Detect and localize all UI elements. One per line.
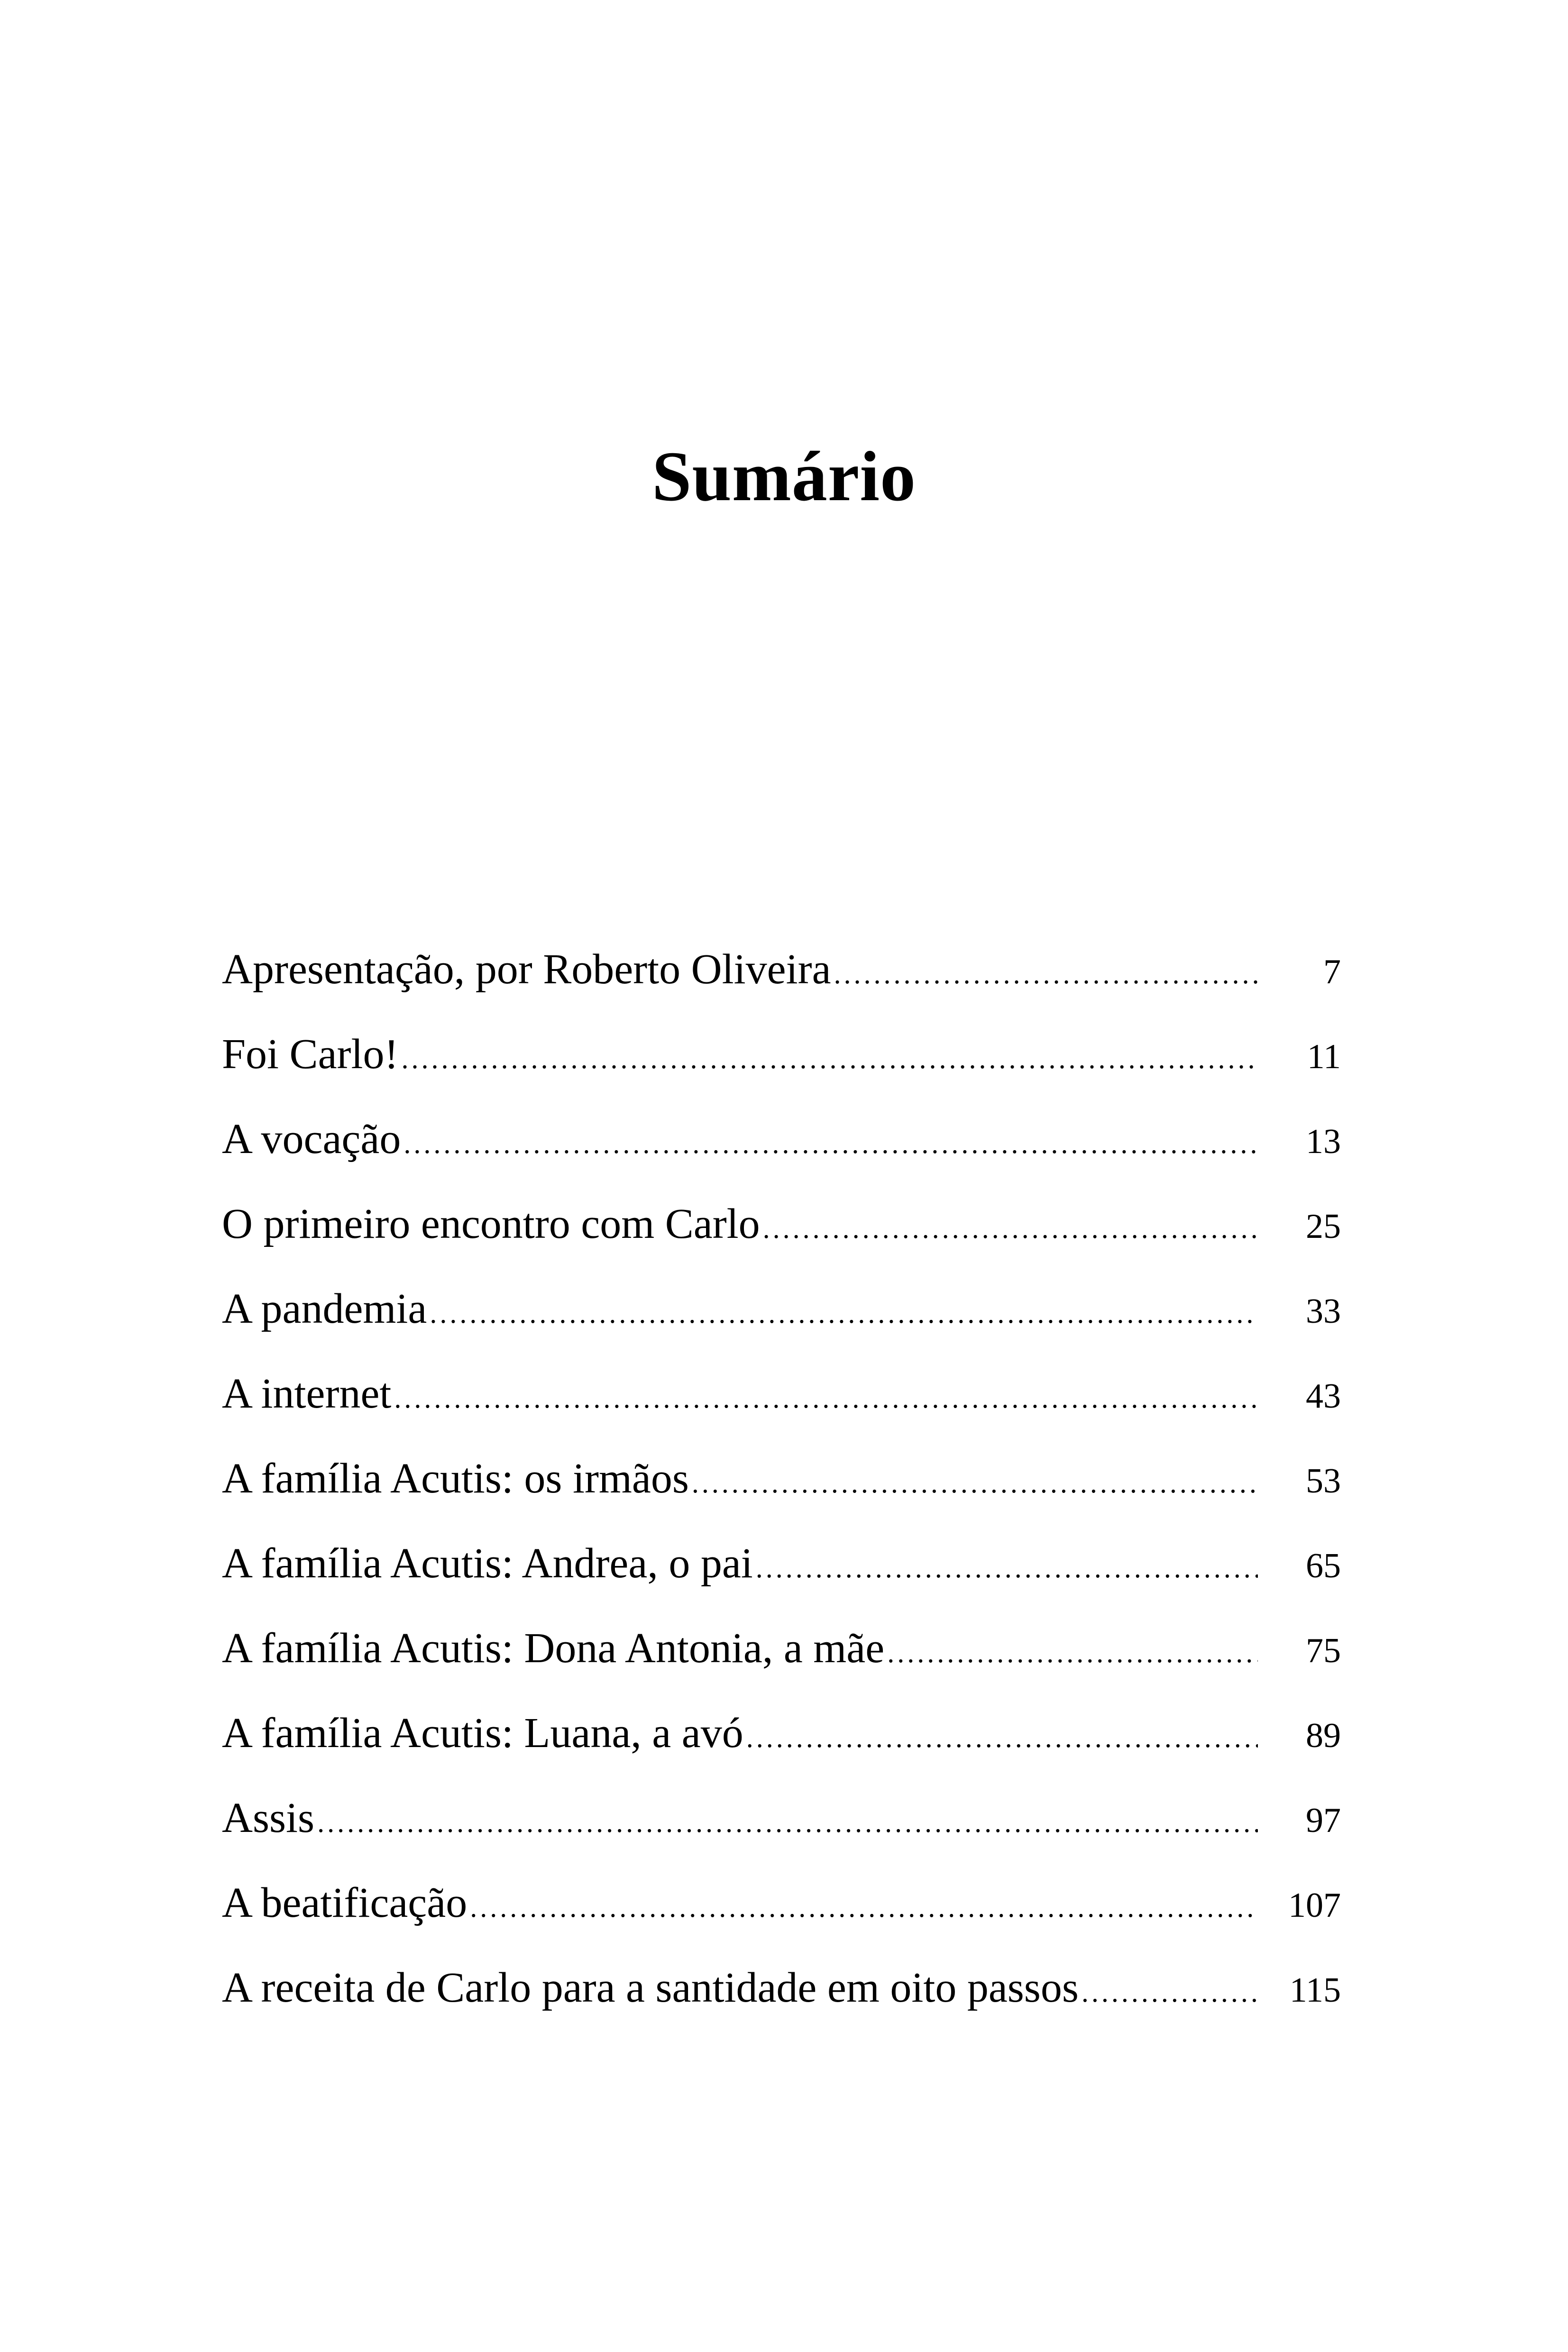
toc-entry-title: O primeiro encontro com Carlo (222, 1200, 760, 1247)
toc-entry-title: A família Acutis: Andrea, o pai (222, 1540, 753, 1587)
toc-entry[interactable] (222, 1012, 1341, 1097)
toc-entry-page: 89 (1306, 1716, 1341, 1755)
dot-leader (403, 1101, 1258, 1186)
toc-entry[interactable] (222, 1521, 1341, 1606)
page-title: Sumário (651, 437, 917, 516)
toc-entry-page: 25 (1306, 1207, 1341, 1246)
toc-entry-page: 43 (1306, 1377, 1341, 1416)
toc-entry-page: 115 (1289, 1971, 1341, 2010)
dot-leader (317, 1780, 1258, 1865)
dot-leader (470, 1865, 1258, 1950)
dot-leader (746, 1695, 1258, 1780)
dot-leader (834, 932, 1258, 1016)
toc-entry[interactable] (222, 1436, 1341, 1521)
dot-leader (394, 1356, 1258, 1441)
toc-entry-title: Apresentação, por Roberto Oliveira (222, 946, 831, 993)
toc-entry-title: Assis (222, 1794, 315, 1841)
toc-entry-title: A pandemia (222, 1285, 427, 1332)
toc-entry[interactable] (222, 1775, 1341, 1860)
toc-entry-page: 11 (1307, 1037, 1341, 1076)
toc-entry-title: A receita de Carlo para a santidade em oito passos (222, 1964, 1079, 2011)
toc-entry-page: 53 (1306, 1462, 1341, 1501)
toc-entry-title: A vocação (222, 1116, 401, 1162)
toc-entry-title: A família Acutis: Dona Antonia, a mãe (222, 1625, 885, 1672)
toc-entry-page: 107 (1288, 1886, 1341, 1925)
dot-leader (401, 1016, 1258, 1101)
toc-entry-page: 13 (1306, 1122, 1341, 1161)
toc-entry-page: 97 (1306, 1801, 1341, 1840)
dot-leader (692, 1441, 1258, 1526)
toc-entry-title: Foi Carlo! (222, 1031, 399, 1078)
dot-leader (887, 1611, 1258, 1695)
toc-entry[interactable] (222, 927, 1341, 1012)
toc-entry[interactable] (222, 1606, 1341, 1691)
toc-entry-title: A internet (222, 1370, 392, 1417)
toc-entry[interactable] (222, 1097, 1341, 1181)
toc-entry-title: A beatificação (222, 1879, 468, 1926)
toc-entry-page: 7 (1323, 952, 1341, 991)
toc-entry-page: 75 (1306, 1631, 1341, 1670)
dot-leader (430, 1271, 1258, 1356)
toc-entry-title: A família Acutis: Luana, a avó (222, 1710, 743, 1757)
toc-entry-page: 65 (1306, 1547, 1341, 1585)
toc-entry[interactable] (222, 1351, 1341, 1436)
table-of-contents (222, 927, 1341, 2030)
toc-entry[interactable] (222, 1266, 1341, 1351)
toc-entry[interactable] (222, 1860, 1341, 1945)
toc-entry-page: 33 (1306, 1292, 1341, 1331)
toc-entry[interactable] (222, 1691, 1341, 1775)
toc-entry[interactable] (222, 1945, 1341, 2030)
dot-leader (1082, 1950, 1258, 2035)
dot-leader (763, 1186, 1258, 1271)
dot-leader (756, 1526, 1258, 1611)
toc-entry[interactable] (222, 1181, 1341, 1266)
toc-entry-title: A família Acutis: os irmãos (222, 1455, 689, 1502)
